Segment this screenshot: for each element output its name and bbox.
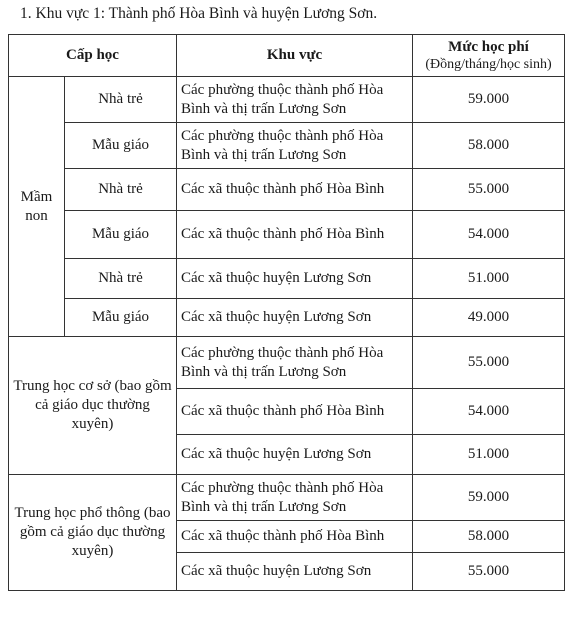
sub-level: Nhà trẻ [65, 169, 177, 211]
area-cell: Các xã thuộc huyện Lương Sơn [177, 299, 413, 337]
group-upper-secondary: Trung học phổ thông (bao gồm cả giáo dục thường xuyên) [9, 475, 177, 591]
fee-cell: 59.000 [413, 77, 565, 123]
fee-cell: 54.000 [413, 389, 565, 435]
fee-cell: 49.000 [413, 299, 565, 337]
area-cell: Các phường thuộc thành phố Hòa Bình và thị trấn Lương Sơn [177, 77, 413, 123]
fee-cell: 55.000 [413, 169, 565, 211]
area-cell: Các phường thuộc thành phố Hòa Bình và thị trấn Lương Sơn [177, 123, 413, 169]
table-row [9, 211, 565, 259]
tuition-fee-table [8, 34, 565, 591]
header-area: Khu vực [177, 35, 413, 77]
fee-cell: 55.000 [413, 337, 565, 389]
table-row [9, 337, 565, 389]
fee-cell: 58.000 [413, 521, 565, 553]
area-cell: Các phường thuộc thành phố Hòa Bình và thị trấn Lương Sơn [177, 475, 413, 521]
sub-level: Mẫu giáo [65, 299, 177, 337]
area-cell: Các xã thuộc huyện Lương Sơn [177, 553, 413, 591]
header-fee-unit: (Đồng/tháng/học sinh) [425, 57, 552, 72]
group-lower-secondary: Trung học cơ sở (bao gồm cả giáo dục thường xuyên) [9, 337, 177, 475]
table-row [9, 259, 565, 299]
area-cell: Các xã thuộc thành phố Hòa Bình [177, 169, 413, 211]
section-heading: 1. Khu vực 1: Thành phố Hòa Bình và huyện Lương Sơn. [20, 5, 378, 22]
fee-cell: 54.000 [413, 211, 565, 259]
fee-cell: 51.000 [413, 259, 565, 299]
table-row [9, 123, 565, 169]
sub-level: Mẫu giáo [65, 211, 177, 259]
table-row [9, 299, 565, 337]
table-header-row [9, 35, 565, 77]
fee-cell: 59.000 [413, 475, 565, 521]
area-cell: Các xã thuộc thành phố Hòa Bình [177, 211, 413, 259]
table-row [9, 169, 565, 211]
table-row [9, 475, 565, 521]
fee-cell: 58.000 [413, 123, 565, 169]
header-fee [413, 35, 565, 77]
header-fee-title: Mức học phí [448, 39, 529, 55]
group-preschool: Mầm non [9, 77, 65, 337]
area-cell: Các xã thuộc thành phố Hòa Bình [177, 389, 413, 435]
sub-level: Nhà trẻ [65, 259, 177, 299]
fee-cell: 55.000 [413, 553, 565, 591]
fee-cell: 51.000 [413, 435, 565, 475]
table-row [9, 77, 565, 123]
area-cell: Các xã thuộc thành phố Hòa Bình [177, 521, 413, 553]
area-cell: Các xã thuộc huyện Lương Sơn [177, 259, 413, 299]
area-cell: Các xã thuộc huyện Lương Sơn [177, 435, 413, 475]
sub-level: Mẫu giáo [65, 123, 177, 169]
area-cell: Các phường thuộc thành phố Hòa Bình và thị trấn Lương Sơn [177, 337, 413, 389]
header-level: Cấp học [9, 35, 177, 77]
sub-level: Nhà trẻ [65, 77, 177, 123]
